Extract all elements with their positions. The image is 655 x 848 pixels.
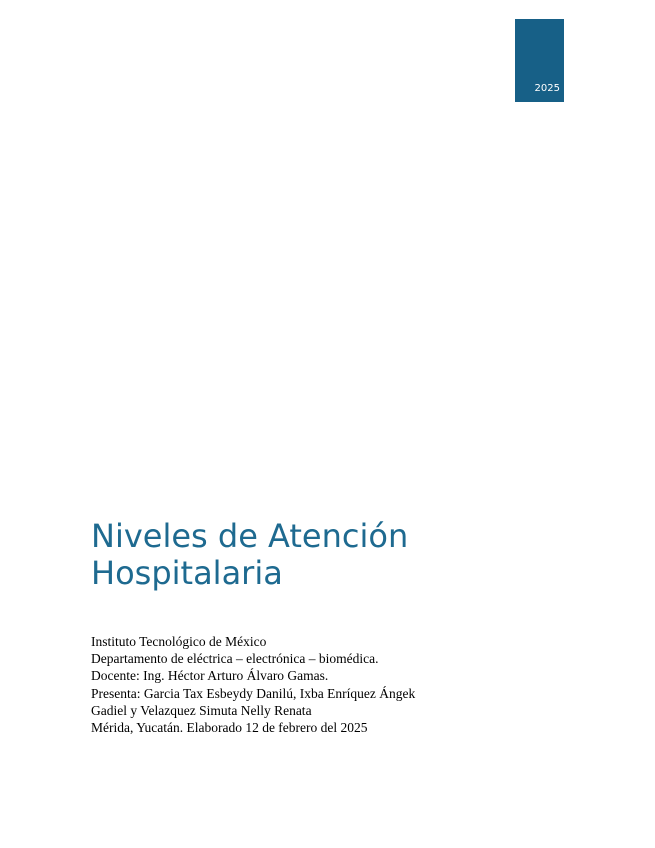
year-label: 2025 bbox=[534, 83, 560, 94]
document-title bbox=[91, 518, 571, 592]
teacher-line: Docente: Ing. Héctor Arturo Álvaro Gamas. bbox=[91, 668, 329, 684]
title-line: Hospitalaria bbox=[91, 554, 283, 592]
cover-info-block bbox=[91, 633, 571, 736]
institution-line: Instituto Tecnológico de México bbox=[91, 634, 267, 649]
department-line: Departamento de eléctrica – electrónica – biomédica. bbox=[91, 651, 379, 667]
place-date-line: Mérida, Yucatán. Elaborado 12 de febrero del 2025 bbox=[91, 720, 368, 736]
authors-line-continued: Gadiel y Velazquez Simuta Nelly Renata bbox=[91, 702, 312, 718]
year-tab bbox=[515, 19, 564, 102]
authors-line: Presenta: Garcia Tax Esbeydy Danilú, Ixba Enríquez Ángek bbox=[91, 685, 416, 701]
title-line: Niveles de Atención bbox=[91, 517, 409, 555]
